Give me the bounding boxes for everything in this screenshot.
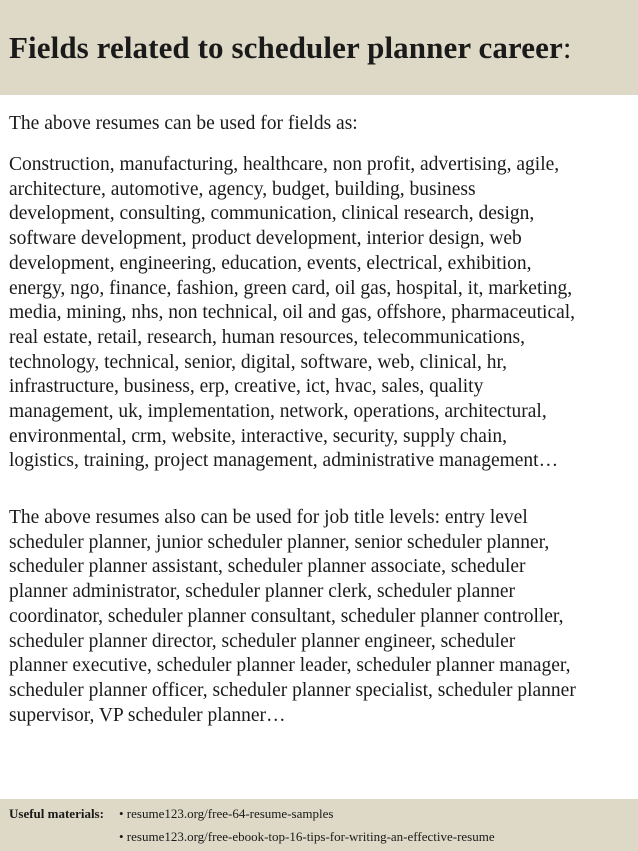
useful-materials-label-colon: :: [99, 806, 104, 821]
resource-link[interactable]: • resume123.org/free-ebook-top-16-tips-for-writing-an-effective-resume: [119, 829, 495, 844]
job-levels-paragraph: [9, 506, 631, 728]
fields-line: energy, ngo, finance, fashion, green card, oil gas, hospital, it, marketing,: [9, 277, 573, 299]
fields-line: Construction, manufacturing, healthcare, non profit, advertising, agile,: [9, 154, 560, 175]
job-levels-line: scheduler planner director, scheduler planner engineer, scheduler: [9, 630, 516, 652]
fields-line: real estate, retail, research, human resources, telecommunications,: [9, 326, 525, 348]
fields-line: infrastructure, business, erp, creative, ict, hvac, sales, quality: [9, 376, 484, 398]
job-levels-line: supervisor, VP scheduler planner…: [9, 704, 286, 726]
resource-link[interactable]: • resume123.org/free-64-resume-samples: [119, 806, 334, 821]
job-levels-line: The above resumes also can be used for job title levels: entry level: [9, 507, 528, 528]
title-band: [0, 0, 638, 95]
job-levels-line: planner administrator, scheduler planner clerk, scheduler planner: [9, 581, 516, 603]
fields-line: media, mining, nhs, non technical, oil and gas, offshore, pharmaceutical,: [9, 302, 576, 324]
fields-paragraph: [9, 153, 631, 474]
useful-materials-label: [9, 806, 104, 822]
job-levels-line: planner executive, scheduler planner leader, scheduler planner manager,: [9, 655, 571, 677]
fields-line: technology, technical, senior, digital, software, web, clinical, hr,: [9, 351, 508, 373]
fields-line: development, consulting, communication, clinical research, design,: [9, 203, 535, 225]
footer-band: [0, 799, 638, 851]
page-title-colon: :: [562, 30, 572, 65]
page-title: [9, 30, 572, 66]
job-levels-line: coordinator, scheduler planner consultant, scheduler planner controller,: [9, 605, 564, 627]
useful-materials-label-text: Useful materials: [9, 806, 100, 821]
fields-line: development, engineering, education, events, electrical, exhibition,: [9, 252, 532, 274]
intro-text: The above resumes can be used for fields as:: [9, 113, 358, 134]
page-title-text: Fields related to scheduler planner career: [9, 30, 563, 65]
fields-line: architecture, automotive, agency, budget, building, business: [9, 178, 476, 200]
fields-line: environmental, crm, website, interactive, security, supply chain,: [9, 425, 507, 447]
job-levels-line: scheduler planner, junior scheduler planner, senior scheduler planner,: [9, 531, 550, 553]
fields-line: management, uk, implementation, network, operations, architectural,: [9, 401, 547, 423]
fields-line: logistics, training, project management, administrative management…: [9, 450, 559, 472]
job-levels-line: scheduler planner officer, scheduler planner specialist, scheduler planner: [9, 679, 576, 701]
fields-line: software development, product development, interior design, web: [9, 228, 522, 250]
job-levels-line: scheduler planner assistant, scheduler planner associate, scheduler: [9, 556, 526, 578]
